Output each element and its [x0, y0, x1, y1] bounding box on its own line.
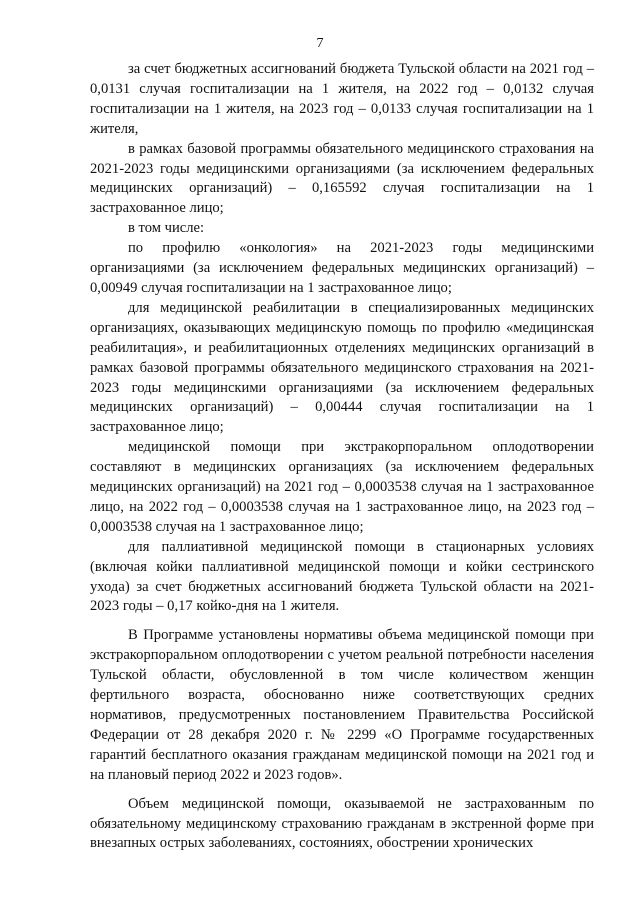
paragraph-uninsured: Объем медицинской помощи, оказываемой не застрахованным по обязательному медицинскому страхованию гражданам в экстренной форме при внезапных острых заболеваниях, состояниях, обострении хронических: [90, 795, 594, 852]
paragraph-rehabilitation: для медицинской реабилитации в специализированных медицинских организациях, оказывающих медицинскую помощь по профилю «медицинская реабилитация», и реабилитационных отделениях медицинских организаций в рамках базовой программы обязательного медицинского страхования на 2021-2023 годы медицинскими организациями (за исключением федеральных медицинских организаций) – 0,00444 случая госпитализации на 1 застрахованное лицо;: [90, 299, 594, 436]
paragraph-hospitalization-budget: за счет бюджетных ассигнований бюджета Тульской области на 2021 год – 0,0131 случая госпитализации на 1 жителя, на 2022 год – 0,0132 случая госпитализации на 1 жителя, на 2023 год – 0,0133 случая госпитализации на 1 жителя,: [90, 61, 594, 137]
paragraph-including: в том числе:: [128, 220, 205, 237]
paragraph-palliative: для паллиативной медицинской помощи в стационарных условиях (включая койки паллиативной медицинской помощи и койки сестринского ухода) за счет бюджетных ассигнований бюджета Тульской области на 2021-2023 годы – 0,17 койко-дня на 1 жителя.: [90, 538, 594, 615]
page-number: 7: [316, 36, 324, 51]
body-text: [90, 60, 594, 854]
paragraph-ivf: медицинской помощи при экстракорпоральном оплодотворении составляют в медицинских организациях (за исключением федеральных медицинских организаций) на 2021 год – 0,0003538 случая на 1 застрахованное лицо, на 2022 год – 0,0003538 случая на 1 застрахованное лицо, на 2023 год – 0,0003538 случая на 1 застрахованное лицо;: [90, 439, 594, 535]
paragraph-oncology: по профилю «онкология» на 2021-2023 годы медицинскими организациями (за исключением федеральных медицинских организаций) – 0,00949 случая госпитализации на 1 застрахованное лицо;: [90, 240, 594, 296]
paragraph-program-norms: В Программе установлены нормативы объема медицинской помощи при экстракорпоральном оплодотворении с учетом реальной потребности населения Тульской области, обусловленной в том числе количеством женщин фертильного возраста, обоснованно ниже соответствующих средних нормативов, предусмотренных постановлением Правительства Российской Федерации от 28 декабря 2020 г. № 2299 «О Программе государственных гарантий бесплатного оказания гражданам медицинской помощи на 2021 год и на плановый период 2022 и 2023 годов».: [90, 627, 594, 783]
paragraph-basic-program: в рамках базовой программы обязательного медицинского страхования на 2021-2023 годы медицинскими организациями (за исключением федеральных медицинских организаций) – 0,165592 случая госпитализации на 1 застрахованное лицо;: [90, 140, 594, 217]
